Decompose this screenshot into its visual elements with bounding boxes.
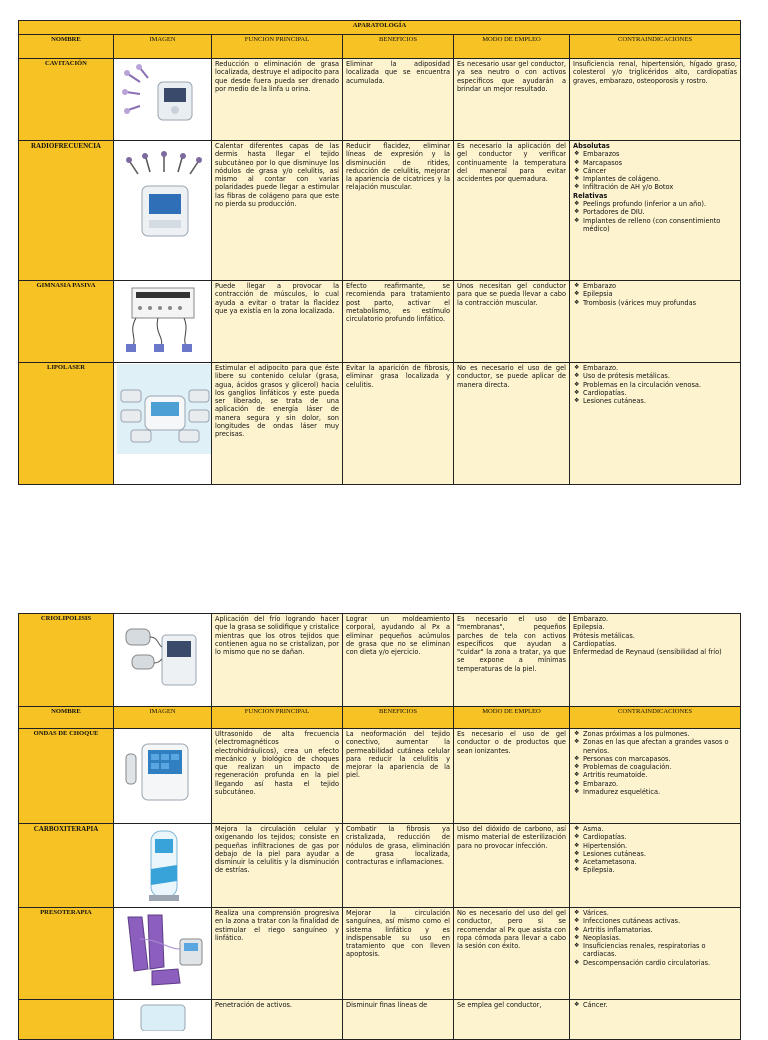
list-item: ❖ Zonas próximas a los pulmones. — [583, 730, 737, 738]
row-name: ONDAS DE CHOQUE — [19, 729, 114, 824]
row-name: RADIOFRECUENCIA — [19, 141, 114, 281]
contra-cell — [570, 281, 741, 363]
pressotherapy-device-image — [114, 908, 212, 1000]
list-item: ❖ Implantes de relleno (con consentimiento médico) — [583, 217, 737, 234]
header-modo: MODO DE EMPLEO — [454, 707, 570, 729]
list-item: ❖ Lesiones cutáneas. — [583, 850, 737, 858]
contra-cell — [570, 363, 741, 485]
row-name: LIPOLASER — [19, 363, 114, 485]
contra-list — [573, 1001, 737, 1009]
modo-text: Se emplea gel conductor, — [454, 1000, 570, 1040]
cavitation-device-image — [114, 59, 212, 141]
funcion-text: Calentar diferentes capas de las dermis hasta llegar el tejido subcutáneo por lo que disminuye los nódulos de grasa y/o celulitis, así mismo al contar con varias polaridades puede llegar a estimular las fibras de colágeno para que este no pierda su producción. — [212, 141, 343, 281]
modo-text: Es necesario el uso de gel conductor o de productos que sean ionizantes. — [454, 729, 570, 824]
beneficios-text: Efecto reafirmante, se recomienda para tratamiento post parto, activar el metabolismo, es estímulo circulatorio profundo linfático. — [343, 281, 454, 363]
list-item: ❖ Cáncer — [583, 167, 737, 175]
table-row — [19, 363, 741, 485]
contra-cell — [570, 729, 741, 824]
row-name — [19, 1000, 114, 1040]
lipolaser-device-image — [114, 363, 212, 485]
list-item: ❖ Problemas en la circulación venosa. — [583, 381, 737, 389]
device-image-partial — [114, 1000, 212, 1040]
radiofrequency-device-image — [114, 141, 212, 281]
funcion-text: Aplicación del frío logrando hacer que la grasa se solidifique y cristalice mientras que los otros tejidos que contienen agua no se cristalizan, por lo mismo que no se dañan. — [212, 614, 343, 707]
contra-list — [573, 909, 737, 967]
header-beneficios: BENEFICIOS — [343, 707, 454, 729]
list-item: ❖ Lesiones cutáneas. — [583, 397, 737, 405]
list-item: ❖ Peelings profundo (inferior a un año). — [583, 200, 737, 208]
list-item: ❖ Portadores de DIU. — [583, 208, 737, 216]
list-item: ❖ Neoplasias. — [583, 934, 737, 942]
header-nombre: NOMBRE — [19, 707, 114, 729]
header-contra: CONTRAINDICACIONES — [570, 707, 741, 729]
list-item: ❖ Embarazos — [583, 150, 737, 158]
contra-list — [573, 282, 737, 307]
list-item: ❖ Embarazo — [583, 282, 737, 290]
row-name: CRIOLIPOLISIS — [19, 614, 114, 707]
list-item: ❖ Uso de prótesis metálicas. — [583, 372, 737, 380]
contra-cell — [570, 1000, 741, 1040]
table-row — [19, 729, 741, 824]
passive-gym-device-image — [114, 281, 212, 363]
funcion-text: Realiza una comprensión progresiva en la zona a tratar con la finalidad de estimular el riego sanguíneo y linfático. — [212, 908, 343, 1000]
header-funcion: FUNCION PRINCIPAL — [212, 707, 343, 729]
aparatologia-table-2 — [18, 613, 741, 1040]
list-item: ❖ Artritis reumatoide. — [583, 771, 737, 779]
table-row — [19, 1000, 741, 1040]
list-item: ❖ Inmadurez esquelética. — [583, 788, 737, 796]
contra-line: Embarazo. — [573, 615, 609, 623]
list-item: ❖ Marcapasos — [583, 159, 737, 167]
contra-cell — [570, 824, 741, 908]
funcion-text: Puede llegar a provocar la contracción de músculos, lo cual ayuda a evitar o tratar la flacidez que ya existía en la zona localizada. — [212, 281, 343, 363]
shockwave-device-image — [114, 729, 212, 824]
table-row — [19, 908, 741, 1000]
contra-relativas-label: Relativas — [573, 191, 608, 200]
list-item: ❖ Artritis inflamatorias. — [583, 926, 737, 934]
contra-line: Epilepsia. — [573, 623, 605, 632]
list-item: ❖ Cardiopatías. — [583, 389, 737, 397]
list-item: ❖ Embarazo. — [583, 364, 737, 372]
list-item: ❖ Implantes de colágeno. — [583, 175, 737, 183]
contra-text: Insuficiencia renal, hipertensión, hígado graso, colesterol y/o triglicéridos alto, cardiopatías graves, embarazo, osteoporosis y rostro. — [570, 59, 741, 141]
list-item: ❖ Hipertensión. — [583, 842, 737, 850]
table-row — [19, 281, 741, 363]
beneficios-text: Disminuir finas líneas de — [343, 1000, 454, 1040]
contra-list — [573, 825, 737, 875]
header-contra: CONTRAINDICACIONES — [570, 35, 741, 59]
carboxytherapy-device-image — [114, 824, 212, 908]
contra-cell — [570, 614, 741, 707]
list-item: ❖ Descompensación cardio circulatorias. — [583, 959, 737, 967]
contra-cell — [570, 908, 741, 1000]
header-modo: MODO DE EMPLEO — [454, 35, 570, 59]
contra-cell — [570, 141, 741, 281]
header-beneficios: BENEFICIOS — [343, 35, 454, 59]
row-name: CARBOXITERAPIA — [19, 824, 114, 908]
modo-text: No es necesario el uso de gel conductor, se puede aplicar de manera directa. — [454, 363, 570, 485]
contra-relativas-list — [573, 200, 737, 233]
list-item: ❖ Insuficiencias renales, respiratorias o cardiacas. — [583, 942, 737, 959]
list-item: ❖ Problemas de coagulación. — [583, 763, 737, 771]
modo-text: Uso del dióxido de carbono, así mismo material de esterilización para no provocar infección. — [454, 824, 570, 908]
list-item: ❖ Trombosis (várices muy profundas — [583, 299, 737, 307]
funcion-text: Reducción o eliminación de grasa localizada, destruye el adipocito para que desde fuera pueda ser drenado por medio de la linfa u orina. — [212, 59, 343, 141]
list-item: ❖ Personas con marcapasos. — [583, 755, 737, 763]
header-funcion: FUNCION PRINCIPAL — [212, 35, 343, 59]
funcion-text: Estimular el adipocito para que éste libere su contenido celular (grasa, agua, ácidos grasos y glicerol) hacia los ganglios linfáticos y este pueda ser liberado, se trata de una aplicación de energía láser de manera segura y sin dolor, son longitudes de ondas láser muy precisas. — [212, 363, 343, 485]
beneficios-text: Evitar la aparición de fibrosis, eliminar grasa localizada y celulitis. — [343, 363, 454, 485]
contra-line: Enfermedad de Reynaud (sensibilidad al frío) — [573, 648, 722, 657]
contra-absolutas-label: Absolutas — [573, 142, 610, 150]
modo-text: Es necesario usar gel conductor, ya sea neutro o con activos específicos que ayudarán a brindar un mejor resultado. — [454, 59, 570, 141]
list-item: ❖ Infecciones cutáneas activas. — [583, 917, 737, 925]
list-item: ❖ Cardiopatías. — [583, 833, 737, 841]
list-item: ❖ Infiltración de AH y/o Botox — [583, 183, 737, 191]
list-item: ❖ Zonas en las que afectan a grandes vasos o nervios. — [583, 738, 737, 755]
row-name: CAVITACIÓN — [19, 59, 114, 141]
row-name: GIMNASIA PASIVA — [19, 281, 114, 363]
list-item: ❖ Embarazo. — [583, 780, 737, 788]
table-row — [19, 824, 741, 908]
contra-list — [573, 730, 737, 796]
list-item: ❖ Várices. — [583, 909, 737, 917]
contra-absolutas-list — [573, 150, 737, 191]
contra-line: Cardiopatías. — [573, 639, 617, 648]
funcion-text: Ultrasonido de alta frecuencia (electromagnéticos o electrohidráulicos), crea un efecto mecánico y biológico de choques que realizan un impacto de regeneración profunda en la piel llegando así hasta el tejido subcutáneo. — [212, 729, 343, 824]
modo-text: No es necesario del uso del gel conductor, pero si se recomendar al Px que asista con ropa cómoda para llevar a cabo la sesión con éxito. — [454, 908, 570, 1000]
funcion-text: Penetración de activos. — [212, 1000, 343, 1040]
header-nombre: NOMBRE — [19, 35, 114, 59]
beneficios-text: La neoformación del tejido conectivo, aumentar la permeabilidad cutánea celular para reducir la celulitis y mejorar la apariencia de la piel. — [343, 729, 454, 824]
table-row — [19, 141, 741, 281]
modo-text: Unos necesitan gel conductor para que se pueda llevar a cabo la contracción muscular. — [454, 281, 570, 363]
modo-text: Es necesario el uso de "membranas", pequeños parches de tela con activos específicos que ayudan a "cuidar" la zona a tratar, ya que se expone a mínimas temperaturas de la piel. — [454, 614, 570, 707]
table-title: APARATOLOGÍA — [19, 21, 741, 35]
contra-line: Prótesis metálicas. — [573, 631, 635, 640]
list-item: ❖ Epilepsia — [583, 290, 737, 298]
list-item: ❖ Cáncer. — [583, 1001, 737, 1009]
beneficios-text: Combatir la fibrosis ya cristalizada, reducción de nódulos de grasa, eliminación de grasa localizada, contracturas e inflamaciones. — [343, 824, 454, 908]
cryolipolysis-device-image — [114, 614, 212, 707]
contra-list — [573, 364, 737, 405]
row-name: PRESOTERAPIA — [19, 908, 114, 1000]
beneficios-text: Eliminar la adiposidad localizada que se encuentra acumulada. — [343, 59, 454, 141]
list-item: ❖ Epilepsia. — [583, 866, 737, 874]
list-item: ❖ Asma. — [583, 825, 737, 833]
header-imagen: IMAGEN — [114, 35, 212, 59]
list-item: ❖ Acetametasona. — [583, 858, 737, 866]
modo-text: Es necesario la aplicación del gel conductor y verificar continuamente la temperatura del maneral para evitar accidentes por quemadura. — [454, 141, 570, 281]
header-imagen: IMAGEN — [114, 707, 212, 729]
aparatologia-table-1 — [18, 20, 741, 485]
beneficios-text: Mejorar la circulación sanguínea, así mismo como el sistema linfático y es indispensable su uso en tratamiento que con lleven apoptosis. — [343, 908, 454, 1000]
beneficios-text: Lograr un moldeamiento corporal, ayudando al Px a eliminar pequeños acúmulos de grasa que no se eliminan con dieta y/o ejercicio. — [343, 614, 454, 707]
table-row — [19, 614, 741, 707]
beneficios-text: Reducir flacidez, eliminar líneas de expresión y la disminución de ritides, reducción de celulitis, mejorar la apariencia de cicatrices y la relajación muscular. — [343, 141, 454, 281]
funcion-text: Mejora la circulación celular y oxigenando los tejidos; consiste en pequeñas infiltraciones de gas por debajo de la piel para ayudar a disminuir la celulitis y la disminución de estrías. — [212, 824, 343, 908]
table-row — [19, 59, 741, 141]
